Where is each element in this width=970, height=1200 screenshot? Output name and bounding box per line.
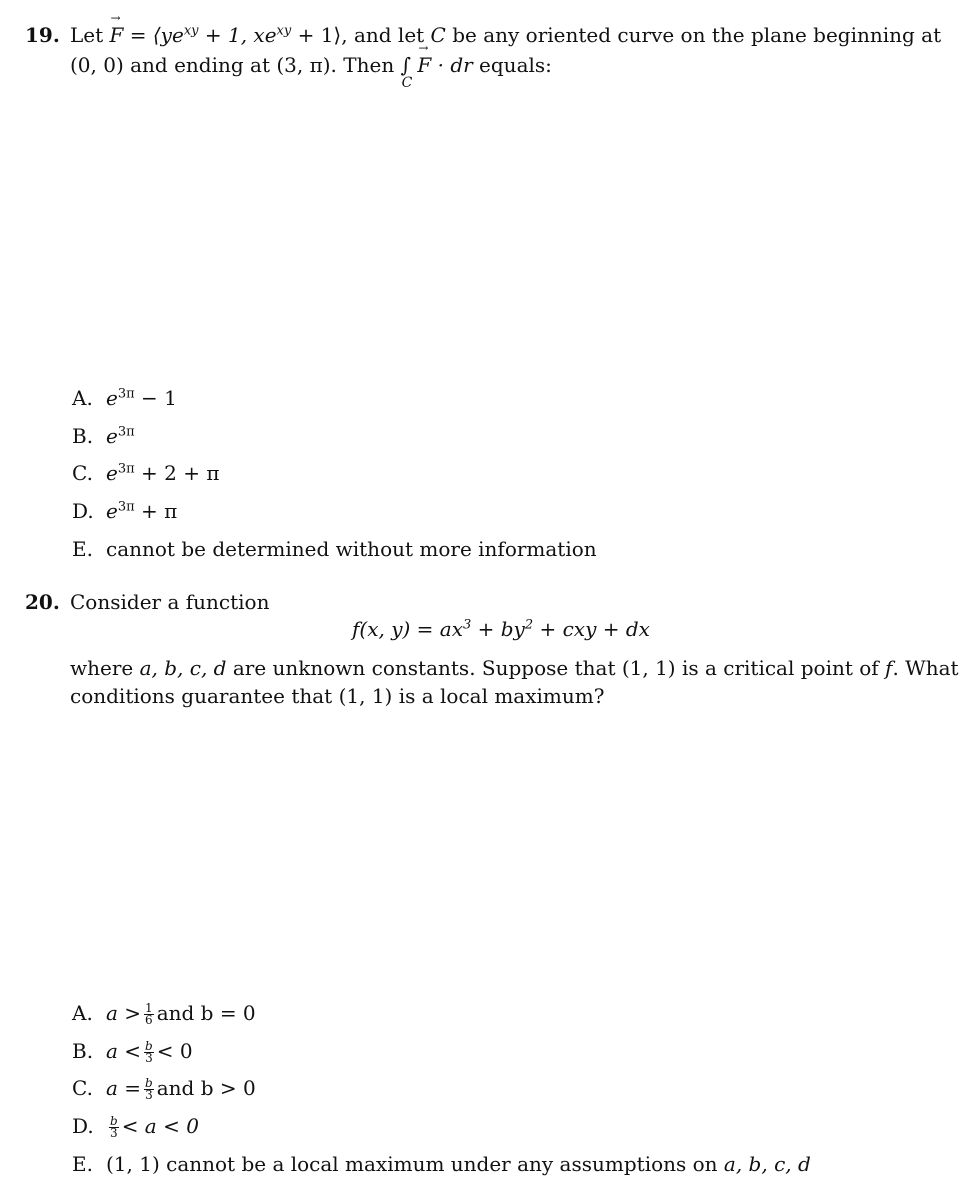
eq-part-c: + cxy + dx xyxy=(539,617,650,641)
q20-intro: Consider a function xyxy=(70,590,270,614)
body-vars: a, b, c, d xyxy=(139,656,227,680)
body-mid: are unknown constants. Suppose that (1, 1) is a critical point of xyxy=(232,656,879,680)
q19-number: 19. xyxy=(25,23,60,47)
eq-part-b: + by xyxy=(477,617,525,641)
line-integral xyxy=(400,53,413,91)
q20-number: 20. xyxy=(25,590,60,614)
fraction xyxy=(144,1003,154,1026)
field-mid: + 1, xe xyxy=(204,23,277,47)
choice-base: e xyxy=(106,386,118,410)
q20-equation xyxy=(352,617,650,641)
frac-num: b xyxy=(110,1114,118,1128)
body-f: f xyxy=(885,656,893,680)
q19-choice-a[interactable] xyxy=(72,386,177,410)
q20-body-line1 xyxy=(70,656,959,680)
choice-vars: a, b, c, d xyxy=(723,1152,811,1176)
choice-label: B. xyxy=(72,1039,94,1063)
q19-stem-line2 xyxy=(70,53,552,91)
choice-sup: 3π xyxy=(117,499,135,515)
field-end: + 1⟩, and let xyxy=(297,23,425,47)
frac-num: b xyxy=(145,1039,153,1053)
q20-choice-e[interactable] xyxy=(72,1152,811,1176)
choice-tail: − 1 xyxy=(141,386,177,410)
choice-label: A. xyxy=(72,1001,93,1025)
choice-pre: a = xyxy=(106,1076,142,1100)
choice-label: C. xyxy=(72,1076,93,1100)
frac-den: 6 xyxy=(145,1013,153,1027)
q19-stem-line1 xyxy=(70,23,941,47)
frac-num: b xyxy=(145,1076,153,1090)
choice-post: and b = 0 xyxy=(156,1001,256,1025)
fraction xyxy=(144,1041,154,1064)
choice-sup: 3π xyxy=(117,461,135,477)
choice-sup: 3π xyxy=(117,386,135,402)
choice-text: cannot be determined without more information xyxy=(106,537,597,561)
curve-C: C xyxy=(430,23,446,47)
eq-part-a: f(x, y) = ax xyxy=(352,617,463,641)
choice-post: < 0 xyxy=(156,1039,193,1063)
q20-choice-a[interactable] xyxy=(72,1001,256,1026)
choice-text: (1, 1) cannot be a local maximum under any assumptions on xyxy=(106,1152,718,1176)
q20-choice-b[interactable] xyxy=(72,1039,193,1064)
body-where: where xyxy=(70,656,134,680)
eq-sup-2: 2 xyxy=(524,617,534,633)
choice-post: < a < 0 xyxy=(121,1114,199,1138)
integral-sign: ∫ xyxy=(400,53,411,77)
frac-den: 3 xyxy=(145,1088,153,1102)
choice-base: e xyxy=(106,424,118,448)
q20-choice-d[interactable] xyxy=(72,1114,199,1139)
body-what: . What xyxy=(892,656,959,680)
frac-num: 1 xyxy=(145,1001,153,1015)
integrand-rest: · dr xyxy=(437,53,473,77)
field-def: = ⟨ye xyxy=(129,23,184,47)
q19-choice-b[interactable] xyxy=(72,424,135,448)
q19-choice-e[interactable] xyxy=(72,537,597,561)
choice-label: E. xyxy=(72,537,93,561)
choice-sup: 3π xyxy=(117,424,135,440)
frac-den: 3 xyxy=(110,1126,118,1140)
choice-base: e xyxy=(106,499,118,523)
choice-label: D. xyxy=(72,499,94,523)
exp-xy-2: xy xyxy=(276,23,292,39)
choice-label: C. xyxy=(72,461,93,485)
q19-line2-b: equals: xyxy=(479,53,552,77)
choice-base: e xyxy=(106,461,118,485)
choice-pre: a < xyxy=(106,1039,142,1063)
choice-label: B. xyxy=(72,424,94,448)
choice-post: and b > 0 xyxy=(156,1076,256,1100)
choice-label: D. xyxy=(72,1114,94,1138)
q19-line1-tail: be any oriented curve on the plane beginning at xyxy=(452,23,942,47)
fraction xyxy=(109,1116,119,1139)
fraction xyxy=(144,1078,154,1101)
integrand-F: → F xyxy=(417,53,431,77)
q19-choice-c[interactable] xyxy=(72,461,220,485)
frac-den: 3 xyxy=(145,1051,153,1065)
q19-line2-a: (0, 0) and ending at (3, π). Then xyxy=(70,53,395,77)
eq-sup-3: 3 xyxy=(462,617,472,633)
q20-choice-c[interactable] xyxy=(72,1076,256,1101)
choice-tail: + π xyxy=(141,499,178,523)
exp-xy-1: xy xyxy=(183,23,199,39)
q20-body-line2: conditions guarantee that (1, 1) is a local maximum? xyxy=(70,684,605,708)
integral-subscript: C xyxy=(401,75,413,91)
choice-tail: + 2 + π xyxy=(141,461,220,485)
q19-choice-d[interactable] xyxy=(72,499,177,523)
choice-label: E. xyxy=(72,1152,93,1176)
choice-label: A. xyxy=(72,386,93,410)
choice-pre: a > xyxy=(106,1001,142,1025)
vector-F: → F xyxy=(110,23,124,47)
q19-let: Let xyxy=(70,23,104,47)
